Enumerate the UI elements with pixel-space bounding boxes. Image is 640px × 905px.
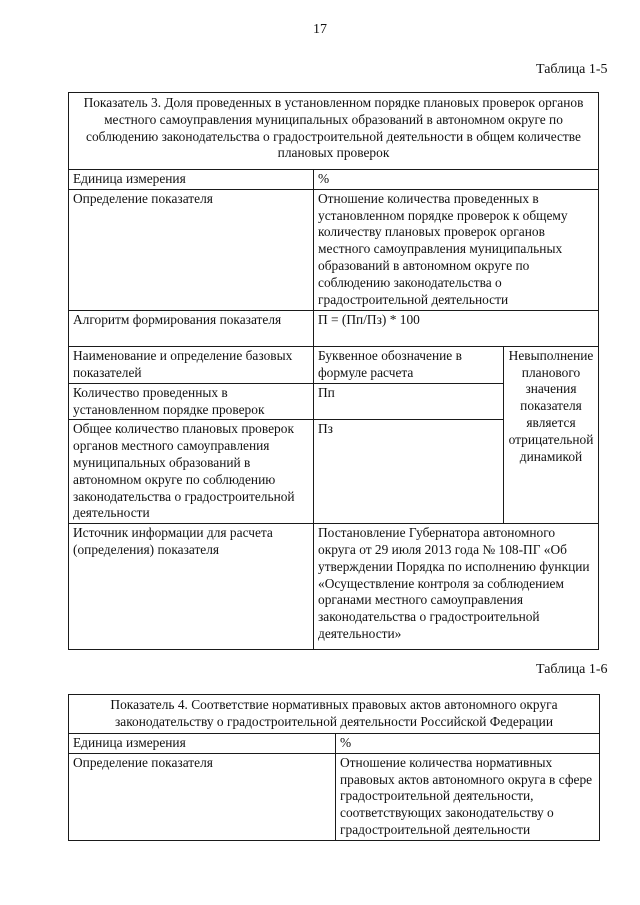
source-label: Источник информации для расчета (определения) показателя xyxy=(69,524,314,650)
base-indicators-header-label: Наименование и определение базовых показателей xyxy=(69,346,314,383)
conducted-checks-label: Количество проведенных в установленном порядке проверок xyxy=(69,383,314,420)
unit-label: Единица измерения xyxy=(69,170,314,190)
total-checks-symbol: Пз xyxy=(314,420,504,524)
total-checks-label: Общее количество плановых проверок органов местного самоуправления муниципальных образований в автономном округе по соблюдению законодательства о градостроительной деятельности xyxy=(69,420,314,524)
table-1-6 xyxy=(68,694,600,841)
negative-dynamics-note: Невыполнение планового значения показателя является отрицательной динамикой xyxy=(504,346,599,523)
table-1-5 xyxy=(68,92,599,650)
table-1-6-caption: Таблица 1-6 xyxy=(536,662,608,677)
page-number: 17 xyxy=(313,22,327,37)
algorithm-formula: П = (Пп/Пз) * 100 xyxy=(314,310,599,346)
letter-designation-header: Буквенное обозначение в формуле расчета xyxy=(314,346,504,383)
source-value: Постановление Губернатора автономного округа от 29 июля 2013 года № 108-ПГ «Об утверждении Порядка по исполнению функции «Осуществление контроля за соблюдением органами местного самоуправления законодательства о градостроительной деятельности» xyxy=(314,524,599,650)
definition-label: Определение показателя xyxy=(69,753,336,840)
indicator-3-title: Показатель 3. Доля проведенных в установленном порядке плановых проверок органов местного самоуправления муниципальных образований в автономном округе по соблюдению законодательства о градостроительной деятельности в общем количестве плановых проверок xyxy=(69,93,599,170)
unit-value: % xyxy=(336,734,600,754)
table-1-5-caption: Таблица 1-5 xyxy=(536,62,608,77)
unit-label: Единица измерения xyxy=(69,734,336,754)
indicator-4-title: Показатель 4. Соответствие нормативных правовых актов автономного округа законодательству о градостроительной деятельности Российской Федерации xyxy=(69,695,600,734)
definition-label: Определение показателя xyxy=(69,189,314,310)
definition-value: Отношение количества нормативных правовых актов автономного округа в сфере градостроительной деятельности, соответствующих законодательству о градостроительной деятельности xyxy=(336,753,600,840)
unit-value: % xyxy=(314,170,599,190)
conducted-checks-symbol: Пп xyxy=(314,383,504,420)
definition-value: Отношение количества проведенных в установленном порядке проверок к общему количеству плановых проверок органов местного самоуправления муниципальных образований в автономном округе по соблюдению законодательства о градостроительной деятельности xyxy=(314,189,599,310)
algorithm-label: Алгоритм формирования показателя xyxy=(69,310,314,346)
